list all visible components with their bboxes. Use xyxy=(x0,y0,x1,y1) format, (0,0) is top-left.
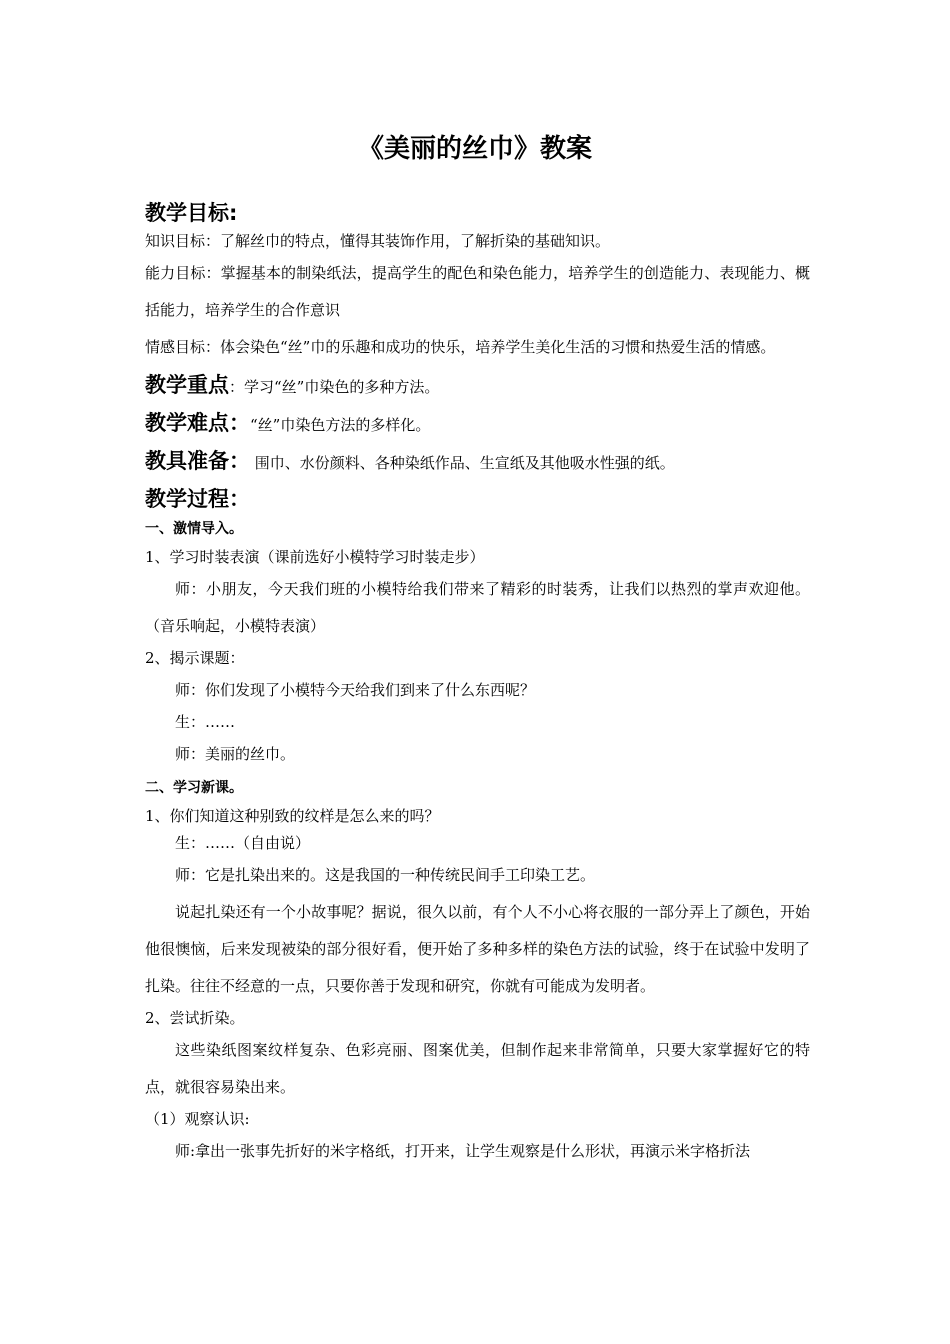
document-body xyxy=(145,198,810,1170)
key-point xyxy=(145,370,810,402)
teacher-line: 师：它是扎染出来的。这是我国的一种传统民间手工印染工艺。 xyxy=(175,866,596,884)
ability-objective: 能力目标：掌握基本的制染纸法，提高学生的配色和染色能力，培养学生的创造能力、表现能力、概括能力，培养学生的合作意识 xyxy=(145,264,810,319)
materials xyxy=(145,446,810,478)
section-title: 二、学习新课。 xyxy=(145,780,243,796)
story-paragraph: 说起扎染还有一个小故事呢？据说，很久以前，有个人不小心将衣服的一部分弄上了颜色，开始他很懊恼，后来发现被染的部分很好看，便开始了多种多样的染色方法的试验，终于在试验中发明了扎染。往往不经意的一点，只要你善于发现和研究，你就有可能成为发明者。 xyxy=(145,903,810,995)
emotion-objective: 情感目标：体会染色“丝”巾的乐趣和成功的快乐，培养学生美化生活的习惯和热爱生活的情感。 xyxy=(145,338,776,356)
difficulty-text: “丝”巾染色方法的多样化。 xyxy=(250,416,431,434)
key-point-label: 教学重点 xyxy=(145,373,229,397)
list-item: 2、尝试折染。 xyxy=(145,1009,245,1027)
teacher-line: 师:拿出一张事先折好的米字格纸，打开来，让学生观察是什么形状，再演示米字格折法 xyxy=(175,1142,751,1160)
list-item: 1、学习时装表演（课前选好小模特学习时装走步） xyxy=(145,548,485,566)
knowledge-objective: 知识目标：了解丝巾的特点，懂得其装饰作用，了解折染的基础知识。 xyxy=(145,232,611,250)
teacher-line: 师：你们发现了小模特今天给我们到来了什么东西呢？ xyxy=(175,681,536,699)
materials-label: 教具准备： xyxy=(145,449,250,473)
teacher-line: 师：小朋友，今天我们班的小模特给我们带来了精彩的时装秀，让我们以热烈的掌声欢迎他。（音乐响起，小模特表演） xyxy=(145,580,810,635)
student-line: 生：……（自由说） xyxy=(175,834,311,852)
difficulty-label: 教学难点： xyxy=(145,411,250,435)
list-item: 2、揭示课题： xyxy=(145,649,245,667)
section-title: 一、激情导入。 xyxy=(145,521,243,537)
sub-item: （1）观察认识: xyxy=(145,1110,250,1128)
difficulty xyxy=(145,408,810,440)
process-heading: 教学过程： xyxy=(145,487,250,511)
teacher-line: 师：美丽的丝巾。 xyxy=(175,745,296,763)
student-line: 生：…… xyxy=(175,713,236,731)
materials-text: 围巾、水份颜料、各种染纸作品、生宣纸及其他吸水性强的纸。 xyxy=(250,454,675,472)
description-paragraph: 这些染纸图案纹样复杂、色彩亮丽、图案优美，但制作起来非常简单，只要大家掌握好它的特点，就很容易染出来。 xyxy=(145,1041,810,1096)
objectives-heading: 教学目标: xyxy=(145,201,238,225)
document-title: 《美丽的丝巾》教案 xyxy=(357,134,592,164)
key-point-text: ：学习“丝”巾染色的多种方法。 xyxy=(229,378,440,396)
list-item: 1、你们知道这种别致的纹样是怎么来的吗？ xyxy=(145,807,440,825)
